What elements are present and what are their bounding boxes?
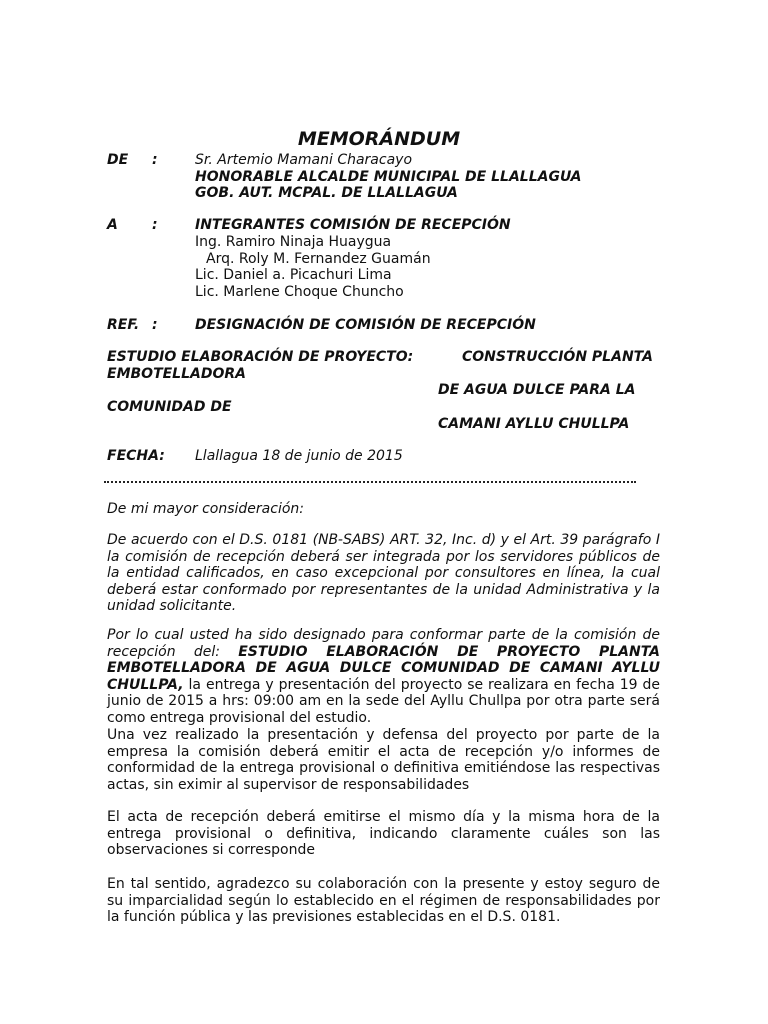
estudio-left-line: EMBOTELLADORA <box>107 366 246 382</box>
recipient-member: Lic. Daniel a. Picachuri Lima <box>195 267 392 283</box>
recipient-heading: INTEGRANTES COMISIÓN DE RECEPCIÓN <box>195 217 511 233</box>
ref-separator: : <box>152 317 158 333</box>
a-separator: : <box>152 217 158 233</box>
memo-title: MEMORÁNDUM <box>297 128 461 150</box>
estudio-right-line: CAMANI AYLLU CHULLPA <box>438 416 630 432</box>
de-separator: : <box>152 152 158 168</box>
a-label: A <box>107 217 118 233</box>
sender-name: Sr. Artemio Mamani Characayo <box>195 152 413 168</box>
project-name: ESTUDIO ELABORACIÓN DE PROYECTO PLANTA EMBOTELLADORA DE AGUA DULCE COMUNIDAD DE CAMANI AYLLU CHULLPA, <box>107 643 660 693</box>
fecha-label: FECHA: <box>107 448 165 464</box>
ref-text: DESIGNACIÓN DE COMISIÓN DE RECEPCIÓN <box>195 317 536 333</box>
designation-intro: Por lo cual usted ha sido designado para conformar parte de la comisión de recepción del: <box>107 627 660 660</box>
recipient-member: Ing. Ramiro Ninaja Huaygua <box>195 234 392 250</box>
salutation: De mi mayor consideración: <box>107 501 304 517</box>
paragraph-designation <box>107 627 660 726</box>
estudio-right-line: DE AGUA DULCE PARA LA <box>438 382 636 398</box>
fecha-value: Llallagua 18 de junio de 2015 <box>195 448 403 464</box>
estudio-left-line: COMUNIDAD DE <box>107 399 232 415</box>
paragraph-presentation: Una vez realizado la presentación y defensa del proyecto por parte de la empresa la comisión deberá emitir el acta de recepción y/o informes de conformidad de la entrega provisional o definitiva emitiéndose las respectivas actas, sin eximir al supervisor de responsabilidades <box>107 727 660 793</box>
ref-label: REF. <box>107 317 140 333</box>
recipient-member: Lic. Marlene Choque Chuncho <box>195 284 404 300</box>
paragraph-acta: El acta de recepción deberá emitirse el mismo día y la misma hora de la entrega provisional o definitiva, indicando claramente cuáles son las observaciones si corresponde <box>107 809 660 858</box>
de-label: DE <box>107 152 129 168</box>
recipient-member: Arq. Roly M. Fernandez Guamán <box>206 251 431 267</box>
dotted-divider <box>104 481 636 483</box>
sender-institution: GOB. AUT. MCPAL. DE LLALLAGUA <box>195 185 458 201</box>
paragraph-closing: En tal sentido, agradezco su colaboración con la presente y estoy seguro de su imparcialidad según lo establecido en el régimen de responsabilidades por la función pública y las previsiones establecidas en el D.S. 0181. <box>107 876 660 925</box>
paragraph-legal-basis: De acuerdo con el D.S. 0181 (NB-SABS) ART. 32, Inc. d) y el Art. 39 parágrafo I la comisión de recepción deberá ser integrada por los servidores públicos de la entidad calificados, en caso excepcional por consultores en línea, la cual deberá estar conformado por representantes de la unidad Administrativa y la unidad solicitante. <box>107 532 660 614</box>
estudio-left-line: ESTUDIO ELABORACIÓN DE PROYECTO: <box>107 349 414 365</box>
designation-rest: la entrega y presentación del proyecto se realizara en fecha 19 de junio de 2015 a hrs: 09:00 am en la sede del Ayllu Chullpa por otra parte será como entrega provisional del estudio. <box>107 676 661 726</box>
estudio-right-line: CONSTRUCCIÓN PLANTA <box>462 349 653 365</box>
sender-title: HONORABLE ALCALDE MUNICIPAL DE LLALLAGUA <box>195 169 582 185</box>
